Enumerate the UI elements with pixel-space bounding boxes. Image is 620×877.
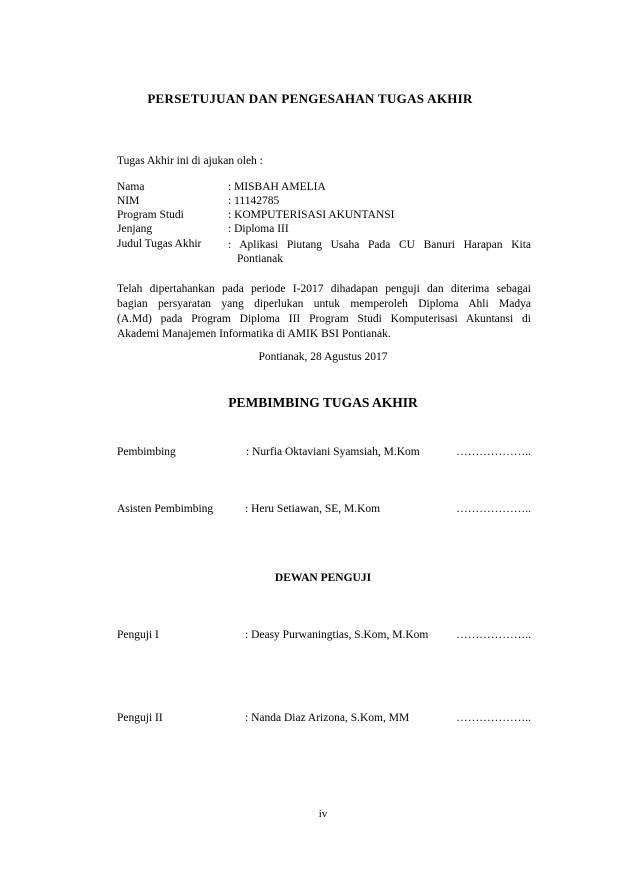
approval-paragraph: [117, 282, 531, 342]
pembimbing-heading: PEMBIMBING TUGAS AKHIR: [228, 395, 418, 410]
info-value: : MISBAH AMELIA: [228, 181, 326, 193]
signature-line: ………………..: [456, 712, 531, 724]
signature-line: ………………..: [456, 446, 531, 458]
info-label: Program Studi: [117, 209, 184, 221]
dewan-penguji-heading: DEWAN PENGUJI: [274, 572, 372, 584]
signature-name: : Heru Setiawan, SE, M.Kom: [245, 503, 381, 515]
intro-text: Tugas Akhir ini di ajukan oleh :: [117, 155, 263, 167]
info-value: : 11142785: [228, 195, 280, 207]
info-label: NIM: [117, 195, 140, 207]
place-date: Pontianak, 28 Agustus 2017: [258, 351, 388, 363]
signature-role: Asisten Pembimbing: [117, 503, 214, 515]
signature-row-asisten: [117, 503, 531, 519]
judul-line-1: : Aplikasi Piutang Usaha Pada CU Banuri Harapan Kita: [228, 239, 531, 251]
paragraph-line: Akademi Manajemen Informatika di AMIK BSI Pontianak.: [117, 328, 391, 340]
document-title: PERSETUJUAN DAN PENGESAHAN TUGAS AKHIR: [147, 91, 473, 106]
paragraph-line: bagian persyaratan yang diperlukan untuk memperoleh Diploma Ahli Madya: [117, 298, 531, 310]
signature-line: ………………..: [456, 503, 531, 515]
signature-name: : Nurfia Oktaviani Syamsiah, M.Kom: [246, 446, 420, 458]
judul-value: [228, 238, 531, 266]
info-label: Jenjang: [117, 223, 153, 235]
signature-row-pembimbing: [117, 446, 531, 462]
signature-name: : Deasy Purwaningtias, S.Kom, M.Kom: [245, 629, 429, 641]
signature-line: ………………..: [456, 629, 531, 641]
signature-row-penguji-2: [117, 712, 531, 728]
signature-role: Pembimbing: [117, 446, 176, 458]
info-value: : KOMPUTERISASI AKUNTANSI: [228, 209, 395, 221]
paragraph-line: (A.Md) pada Program Diploma III Program Studi Komputerisasi Akuntansi di: [117, 313, 531, 325]
info-value: : Diploma III: [228, 223, 289, 235]
judul-line-2: Pontianak: [237, 253, 283, 265]
page-number: iv: [318, 808, 328, 820]
info-label: Nama: [117, 181, 145, 193]
paragraph-line: Telah dipertahankan pada periode I-2017 dihadapan penguji dan diterima sebagai: [117, 283, 531, 295]
signature-role: Penguji I: [117, 629, 159, 641]
info-label: Judul Tugas Akhir: [117, 238, 202, 250]
signature-role: Penguji II: [117, 712, 163, 724]
signature-name: : Nanda Diaz Arizona, S.Kom, MM: [245, 712, 410, 724]
signature-row-penguji-1: [117, 629, 531, 645]
